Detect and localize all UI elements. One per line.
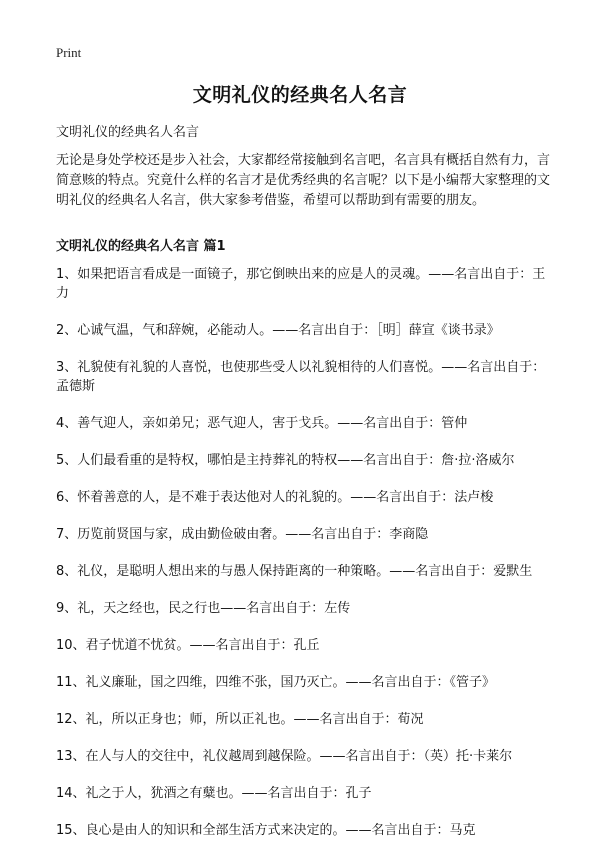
quote-item: 13、在人与人的交往中，礼仪越周到越保险。——名言出自于：（英）托·卡莱尔 xyxy=(56,749,513,764)
quote-item: 6、怀着善意的人，是不难于表达他对人的礼貌的。——名言出自于：法卢梭 xyxy=(56,490,494,505)
quote-item: 8、礼仪，是聪明人想出来的与愚人保持距离的一种策略。——名言出自于：爱默生 xyxy=(56,564,533,579)
quote-item: 12、礼，所以正身也；师，所以正礼也。——名言出自于：荀况 xyxy=(56,712,424,727)
document-subtitle: 文明礼仪的经典名人名言 xyxy=(56,125,200,140)
quote-item: 4、善气迎人，亲如弟兄；恶气迎人，害于戈兵。——名言出自于：管仲 xyxy=(56,416,468,431)
quote-item: 14、礼之于人，犹酒之有糵也。——名言出自于：孔子 xyxy=(56,786,372,801)
quote-item: 3、礼貌使有礼貌的人喜悦，也使那些受人以礼貌相待的人们喜悦。——名言出自于：孟德斯 xyxy=(56,360,546,394)
quote-item: 7、历览前贤国与家，成由勤俭破由奢。——名言出自于：李商隐 xyxy=(56,527,429,542)
section-heading: 文明礼仪的经典名人名言 篇1 xyxy=(56,239,226,254)
print-label[interactable]: Print xyxy=(56,45,82,60)
quote-item: 5、人们最看重的是特权，哪怕是主持葬礼的特权——名言出自于：詹·拉·洛威尔 xyxy=(56,453,515,468)
document-title: 文明礼仪的经典名人名言 xyxy=(192,84,408,106)
intro-paragraph: 无论是身处学校还是步入社会，大家都经常接触到名言吧，名言具有概括自然有力，言简意赅的特点。究竟什么样的名言才是优秀经典的名言呢？以下是小编帮大家整理的文明礼仪的经典名人名言，供大家参考借鉴，希望可以帮助到有需要的朋友。 xyxy=(56,153,551,208)
quote-item: 11、礼义廉耻，国之四维，四维不张，国乃灭亡。——名言出自于：《管子》 xyxy=(56,675,496,690)
quote-item: 2、心诚气温，气和辞婉，必能动人。——名言出自于：［明］薛宣《谈书录》 xyxy=(56,323,500,338)
quote-list xyxy=(56,265,556,858)
quote-item: 1、如果把语言看成是一面镜子，那它倒映出来的应是人的灵魂。——名言出自于：王力 xyxy=(56,267,546,301)
quote-item: 10、君子忧道不忧贫。——名言出自于：孔丘 xyxy=(56,638,320,653)
quote-item: 15、良心是由人的知识和全部生活方式来决定的。——名言出自于：马克 xyxy=(56,823,476,838)
quote-item: 9、礼，天之经也，民之行也——名言出自于：左传 xyxy=(56,601,351,616)
